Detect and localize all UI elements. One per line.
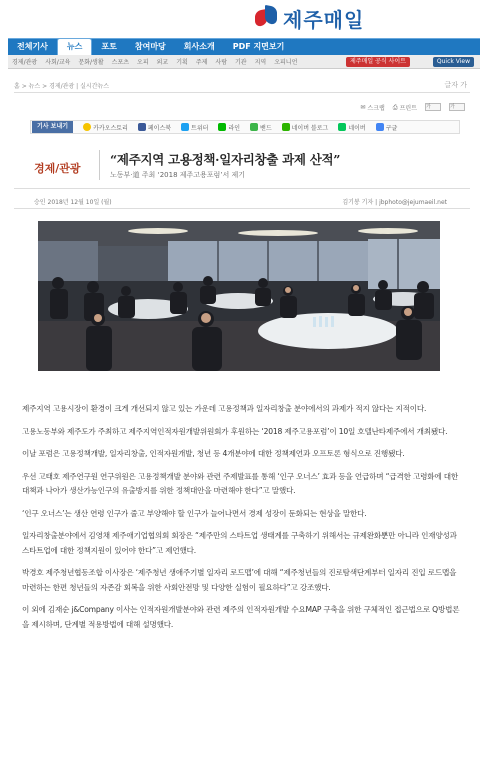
sub-nav — [8, 55, 480, 69]
subnav-item[interactable]: 스포츠 — [111, 59, 130, 66]
article-meta: 승인 2018년 12월 10일 (월) — [34, 199, 112, 206]
article-paragraph: 고용노동부와 제주도가 주최하고 제주지역인적자원개발위원회가 후원하는 ‘2018 제주고용포럼’이 10일 호텔난타제주에서 개최됐다. — [22, 426, 448, 436]
nav-item-news[interactable]: 뉴스 — [57, 38, 92, 56]
divider — [14, 188, 470, 189]
share-twitter[interactable] — [181, 123, 208, 132]
share-bar — [30, 120, 460, 134]
subnav-item[interactable]: 경제/관광 — [12, 59, 38, 66]
subnav-item[interactable]: 문화/생활 — [78, 59, 104, 66]
site-header — [0, 0, 487, 38]
subnav-item[interactable]: 기관 — [235, 59, 247, 66]
subnav-item[interactable]: 오피니언 — [274, 59, 298, 66]
subnav-item[interactable]: 사람 — [215, 59, 228, 66]
font-size-control[interactable]: 글자 가 — [444, 81, 467, 89]
article-body — [22, 402, 462, 640]
nav-item-all[interactable]: 전체기사 — [17, 42, 48, 51]
subnav-item[interactable]: 주제 — [195, 59, 208, 66]
share-band[interactable] — [250, 123, 272, 132]
subnav-item[interactable]: 기획 — [176, 59, 188, 66]
divider — [14, 92, 470, 93]
article-paragraph: 이날 포럼은 고용정책개발, 일자리창출, 인적자원개발, 청년 등 4개분야에 대한 정책제언과 오프토론 형식으로 진행됐다. — [22, 449, 405, 458]
subnav-item[interactable]: 사회/교육 — [45, 59, 71, 66]
kakaostory-icon — [83, 123, 91, 131]
share-kakaostory[interactable] — [83, 123, 128, 132]
share-item-label: 라인 — [228, 124, 241, 132]
share-line[interactable] — [218, 123, 240, 132]
naver-icon — [338, 123, 346, 131]
section-tag: 경제/관광 — [34, 162, 81, 175]
print-button[interactable] — [393, 103, 417, 112]
scrap-label: 스크랩 — [367, 105, 385, 112]
main-nav — [8, 38, 480, 55]
twitter-icon — [181, 123, 189, 131]
article-paragraph: 이 외에 김재순 j&Company 이사는 인적자원개발분야와 관련 제주의 인적자원개발 수요MAP 구축을 위한 구체적인 접근법으로 Q방법론을 제시하며, 단계별 적용방법에 대해 설명했다. — [22, 605, 460, 629]
article-paragraph: 박경호 제주청년협동조합 이사장은 ‘제주청년 생애주기별 일자리 로드맵’에 대해 “제주청년들의 진로탐색단계부터 일자리 진입 로드맵을 마련하는 한편 청년들의 자존감 회복을 위한 사회안전망 및 다양한 실험이 필요하다”고 강조했다. — [22, 568, 457, 592]
share-item-label: 네이버 블로그 — [291, 124, 329, 132]
line-icon — [218, 123, 226, 131]
article-paragraph: ‘인구 오너스’는 생산 연령 인구가 줄고 부양해야 할 인구가 늘어나면서 경제 성장이 둔화되는 현상을 말한다. — [22, 508, 367, 518]
breadcrumb: 홈 > 뉴스 > 경제/관광 | 실시간뉴스 — [14, 83, 110, 90]
facebook-icon — [138, 123, 146, 131]
nav-item-community[interactable]: 참여마당 — [134, 42, 166, 51]
article-headline: “제주지역 고용정책·일자리창출 과제 산적” — [110, 152, 341, 167]
share-item-label: 밴드 — [260, 124, 272, 132]
quick-view-button[interactable]: Quick View — [433, 57, 474, 67]
share-naver[interactable] — [338, 123, 365, 132]
divider — [99, 150, 100, 180]
band-icon — [250, 123, 258, 131]
article-photo — [38, 221, 440, 371]
scrap-button[interactable] — [360, 103, 384, 112]
article-subhead: 노동부·道 주최 ‘2018 제주고용포럼’서 제기 — [110, 171, 246, 179]
share-item-label: 구글 — [385, 124, 398, 132]
subnav-item[interactable]: 오피 — [137, 59, 149, 66]
print-label: 프린트 — [399, 105, 417, 112]
share-item-label: 네이버 — [348, 124, 366, 132]
share-item-label: 페이스북 — [147, 124, 172, 132]
article-byline: 김기봉 기자 | jbphoto@jejumaeil.net — [342, 199, 447, 206]
font-up-button[interactable]: 가 — [425, 103, 441, 111]
print-icon: ⎙ — [392, 103, 398, 111]
share-naver-blog[interactable] — [282, 123, 329, 132]
logo-text: 제주매일 — [283, 8, 365, 32]
nav-item-pdf[interactable]: PDF 지면보기 — [232, 42, 285, 51]
share-facebook[interactable] — [138, 123, 171, 132]
site-logo[interactable] — [255, 4, 364, 33]
share-item-label: 카카오스토리 — [93, 124, 128, 132]
nav-item-about[interactable]: 회사소개 — [183, 42, 215, 51]
subnav-item[interactable]: 외교 — [156, 59, 169, 66]
share-label: 기사 보내기 — [32, 121, 73, 133]
forum-photo-image — [38, 221, 440, 371]
font-down-button[interactable]: 가 — [449, 103, 465, 111]
share-google[interactable] — [376, 123, 398, 132]
logo-mark-icon — [255, 6, 277, 32]
article-paragraph: 우선 고태호 제주연구원 연구위원은 고용정책개발 분야와 관련 주제발표를 통해 ‘인구 오너스’ 효과 등을 언급하며 “급격한 고령화에 대한 대책과 나아가 생산가능인구의 유출방지를 위한 정책대안을 마련해야 한다”고 말했다. — [22, 471, 459, 495]
nav-item-photo[interactable]: 포토 — [101, 42, 117, 51]
official-site-button[interactable]: 제주매일 공식 사이트 — [346, 57, 410, 67]
subnav-item[interactable]: 지역 — [254, 59, 267, 66]
share-item-label: 트위터 — [191, 124, 209, 132]
article-tools — [360, 103, 465, 112]
article-paragraph: 일자리창출분야에서 김영채 제주애기업협의회 회장은 “제주만의 스타트업 생태계를 구축하기 위해서는 규제완화뿐만 아니라 인재양성과 스타트업에 대한 정책지원이 있어야 한다”고 제언했다. — [22, 531, 457, 555]
divider — [14, 208, 470, 209]
google-icon — [376, 123, 384, 131]
scrap-icon: ✉ — [360, 104, 366, 111]
naver-blog-icon — [282, 123, 290, 131]
article-paragraph: 제주지역 고용시장이 환경이 크게 개선되지 않고 있는 가운데 고용정책과 일자리창출 분야에서의 과제가 적지 않다는 지적이다. — [22, 404, 427, 413]
